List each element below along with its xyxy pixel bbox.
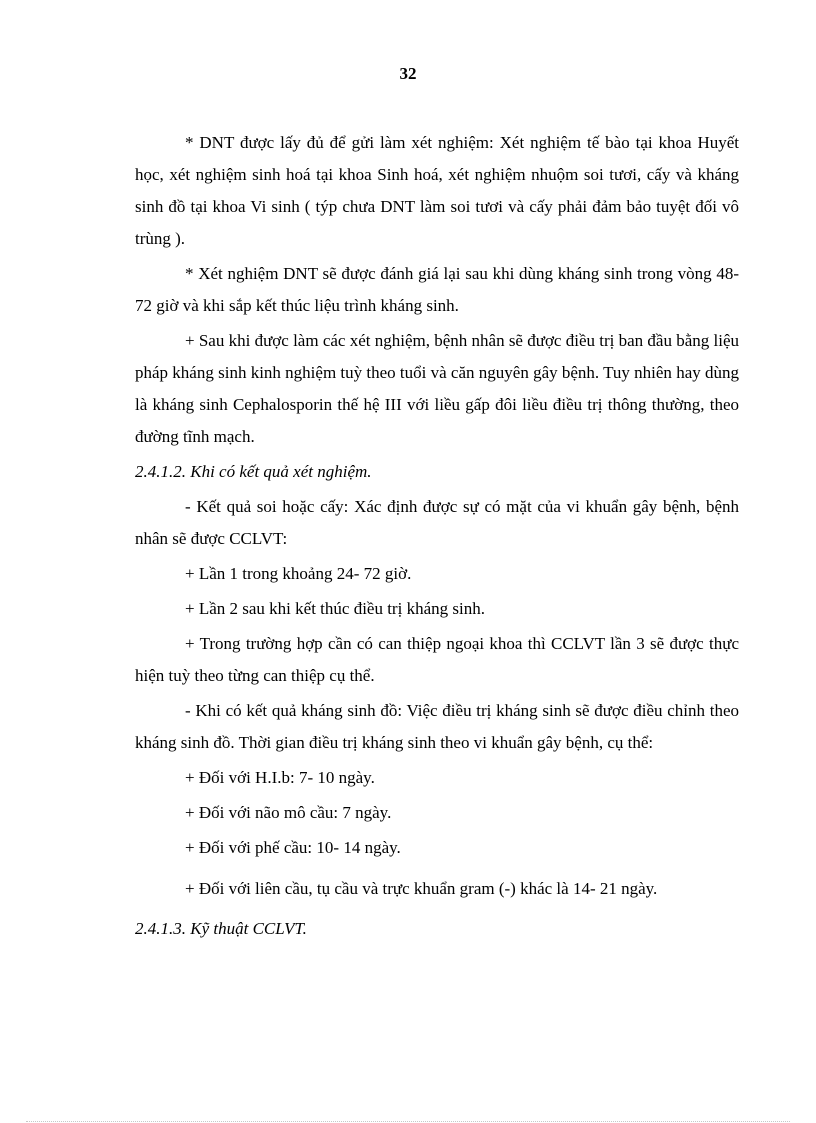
paragraph-initial-treatment: + Sau khi được làm các xét nghiệm, bệnh nhân sẽ được điều trị ban đầu bằng liệu pháp kháng sinh kinh nghiệm tuỳ theo tuổi và căn nguyên gây bệnh. Tuy nhiên hay dùng là kháng sinh Cephalosporin thế hệ III với liều gấp đôi liều điều trị thông thường, theo đường tĩnh mạch. [135, 331, 739, 446]
list-item: + Đối với H.I.b: 7- 10 ngày. [185, 768, 375, 787]
list-item: + Lần 2 sau khi kết thúc điều trị kháng sinh. [185, 599, 485, 618]
paragraph-culture-results: - Kết quả soi hoặc cấy: Xác định được sự có mặt của vi khuẩn gây bệnh, bệnh nhân sẽ được CCLVT: [135, 497, 739, 548]
paragraph-csf-reassessment: * Xét nghiệm DNT sẽ được đánh giá lại sau khi dùng kháng sinh trong vòng 48- 72 giờ và khi sắp kết thúc liệu trình kháng sinh. [135, 264, 739, 315]
page-bottom-divider [26, 1121, 790, 1122]
section-heading-technique: 2.4.1.3. Kỹ thuật CCLVT. [135, 919, 307, 938]
page-number: 32 [399, 64, 417, 83]
paragraph-surgical-intervention: + Trong trường hợp cần có can thiệp ngoại khoa thì CCLVT lần 3 sẽ được thực hiện tuỳ theo từng can thiệp cụ thể. [135, 634, 739, 685]
paragraph-csf-sampling: * DNT được lấy đủ để gửi làm xét nghiệm: Xét nghiệm tế bào tại khoa Huyết học, xét nghiệm sinh hoá tại khoa Sinh hoá, xét nghiệm nhuộm soi tươi, cấy và kháng sinh đồ tại khoa Vi sinh ( týp chưa DNT làm soi tươi và cấy phải đảm bảo tuyệt đối vô trùng ). [135, 133, 739, 248]
list-item: + Đối với liên cầu, tụ cầu và trực khuẩn gram (-) khác là 14- 21 ngày. [185, 879, 658, 898]
section-heading-test-results: 2.4.1.2. Khi có kết quả xét nghiệm. [135, 462, 372, 481]
document-body [135, 127, 739, 948]
list-item: + Đối với phế cầu: 10- 14 ngày. [185, 838, 401, 857]
list-item: + Lần 1 trong khoảng 24- 72 giờ. [185, 564, 412, 583]
paragraph-antibiogram: - Khi có kết quả kháng sinh đồ: Việc điều trị kháng sinh sẽ được điều chỉnh theo kháng sinh đồ. Thời gian điều trị kháng sinh theo vi khuẩn gây bệnh, cụ thể: [135, 701, 739, 752]
list-item: + Đối với não mô cầu: 7 ngày. [185, 803, 392, 822]
